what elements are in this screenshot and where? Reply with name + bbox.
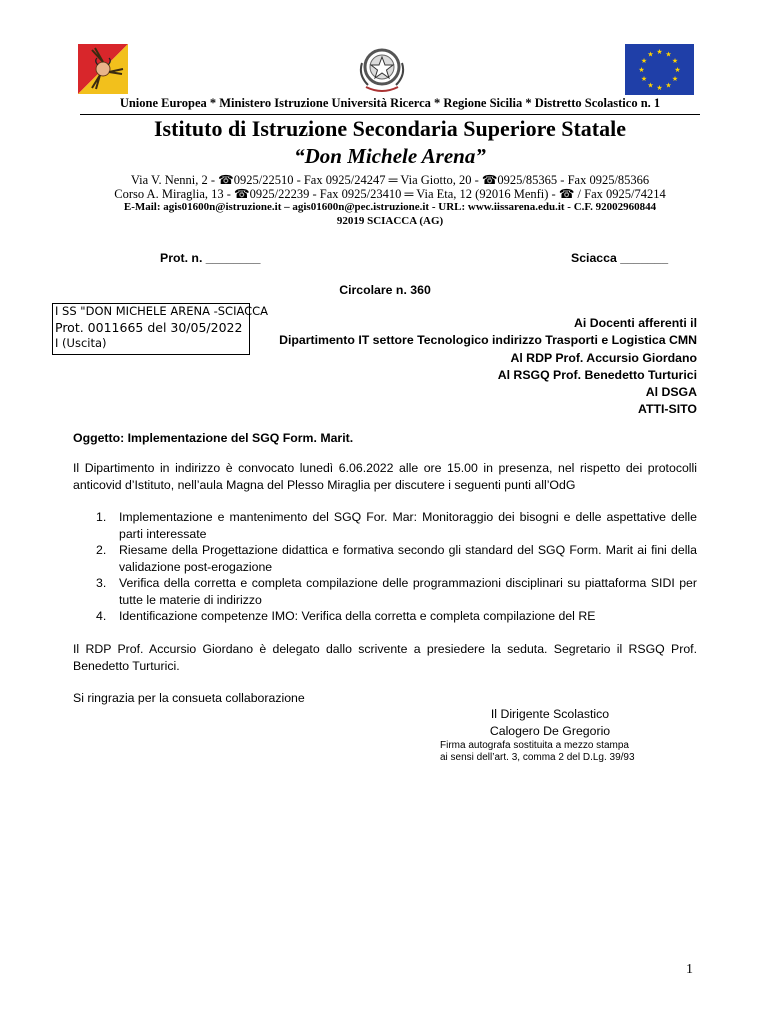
agenda-list	[73, 509, 697, 625]
svg-text:★: ★	[640, 57, 648, 65]
stamp-line-1: I SS "DON MICHELE ARENA -SCIACCA	[55, 304, 269, 318]
agenda-item-number: 2.	[96, 543, 107, 557]
signature-name: Calogero De Gregorio	[489, 724, 611, 738]
recipients-block	[279, 315, 697, 419]
agenda-item	[73, 575, 697, 608]
agenda-item-text: Riesame della Progettazione didattica e formativa secondo gli standard del SGQ Form. Marit ai fini della validazione post-erogazione	[119, 543, 697, 574]
protocol-stamp	[52, 303, 269, 355]
svg-text:★: ★	[671, 75, 679, 83]
circular-number: Circolare n. 360	[339, 283, 431, 297]
svg-text:★: ★	[665, 81, 672, 90]
svg-text:★: ★	[640, 75, 648, 83]
email-line: E-Mail: agis01600n@istruzione.it – agis01600n@pec.istruzione.it - URL: www.iissarena.edu.it - C.F. 92002960844	[123, 201, 657, 213]
agenda-item-number: 1.	[96, 510, 107, 524]
svg-text:★: ★	[665, 50, 672, 59]
recipient-line: Ai Docenti afferenti il	[574, 316, 697, 330]
stamp-line-2: Prot. 0011665 del 30/05/2022	[55, 320, 243, 335]
paragraph-convocation: Il Dipartimento in indirizzo è convocato lunedì 6.06.2022 alle ore 15.00 in presenza, nel rispetto dei protocolli anticovid d’Istituto, nell’aula Magna del Plesso Miraglia per discutere i seguenti punti all’OdG	[73, 461, 697, 492]
eu-flag	[625, 44, 694, 95]
signature-role: Il Dirigente Scolastico	[490, 707, 610, 721]
agenda-item	[73, 608, 697, 625]
sicily-logo	[78, 44, 128, 94]
page-number: 1	[686, 962, 693, 977]
institute-title: Istituto di Istruzione Secondaria Superiore Statale	[154, 116, 626, 141]
agenda-item-number: 3.	[96, 576, 107, 590]
address-line-1: Via V. Nenni, 2 - ☎0925/22510 - Fax 0925/24247 ═ Via Giotto, 20 - ☎0925/85365 - Fax 0925/85366	[130, 173, 650, 187]
agenda-item	[73, 542, 697, 575]
svg-text:★: ★	[638, 66, 645, 74]
svg-text:★: ★	[674, 66, 681, 74]
recipient-line: Al DSGA	[645, 385, 697, 400]
stamp-line-3: I (Uscita)	[55, 336, 107, 350]
agenda-item-text: Verifica della corretta e completa compilazione delle programmazioni disciplinari su piattaforma SIDI per tutte le materie di indirizzo	[119, 576, 697, 607]
agenda-item-text: Implementazione e mantenimento del SGQ For. Mar: Monitoraggio dei bisogni e delle aspettative delle parti interessate	[119, 510, 697, 541]
svg-text:★: ★	[647, 50, 654, 59]
recipient-line: Al RDP Prof. Accursio Giordano	[510, 350, 697, 365]
subject-line: Oggetto: Implementazione del SGQ Form. Marit.	[73, 431, 354, 445]
svg-text:★: ★	[671, 57, 679, 65]
paragraph-delegation: Il RDP Prof. Accursio Giordano è delegato dallo scrivente a presiedere la seduta. Segretario il RSGQ Prof. Benedetto Turturici.	[73, 642, 697, 673]
recipient-line: Dipartimento IT settore Tecnologico indirizzo Trasporti e Logistica CMN	[279, 333, 697, 348]
protocol-number: Prot. n. ________	[160, 251, 261, 265]
agenda-item-number: 4.	[96, 609, 107, 623]
agenda-item-text: Identificazione competenze IMO: Verifica della corretta e completa compilazione del RE	[119, 609, 596, 623]
svg-text:★: ★	[656, 48, 663, 56]
signature-note-2: ai sensi dell’art. 3, comma 2 del D.Lg. 39/93	[440, 752, 635, 763]
place-date: Sciacca _______	[571, 251, 669, 265]
recipient-line: Al RSGQ Prof. Benedetto Turturici	[497, 367, 697, 382]
recipient-line: ATTI-SITO	[638, 402, 697, 417]
agenda-item	[73, 509, 697, 542]
closing-thanks: Si ringrazia per la consueta collaborazione	[73, 691, 305, 705]
svg-text:★: ★	[647, 81, 654, 90]
city-line: 92019 SCIACCA (AG)	[336, 215, 444, 227]
institute-subtitle: “Don Michele Arena”	[294, 144, 486, 168]
italian-republic-emblem	[354, 43, 410, 95]
address-line-2: Corso A. Miraglia, 13 - ☎0925/22239 - Fax 0925/23410 ═ Via Eta, 12 (92016 Menfi) - ☎ / Fax 0925/74214	[114, 187, 666, 201]
signature-note-1: Firma autografa sostituita a mezzo stampa	[440, 740, 629, 751]
header-divider	[80, 114, 700, 115]
svg-text:★: ★	[656, 84, 663, 92]
header-top-line: Unione Europea * Ministero Istruzione Università Ricerca * Regione Sicilia * Distretto Scolastico n. 1	[119, 96, 661, 110]
